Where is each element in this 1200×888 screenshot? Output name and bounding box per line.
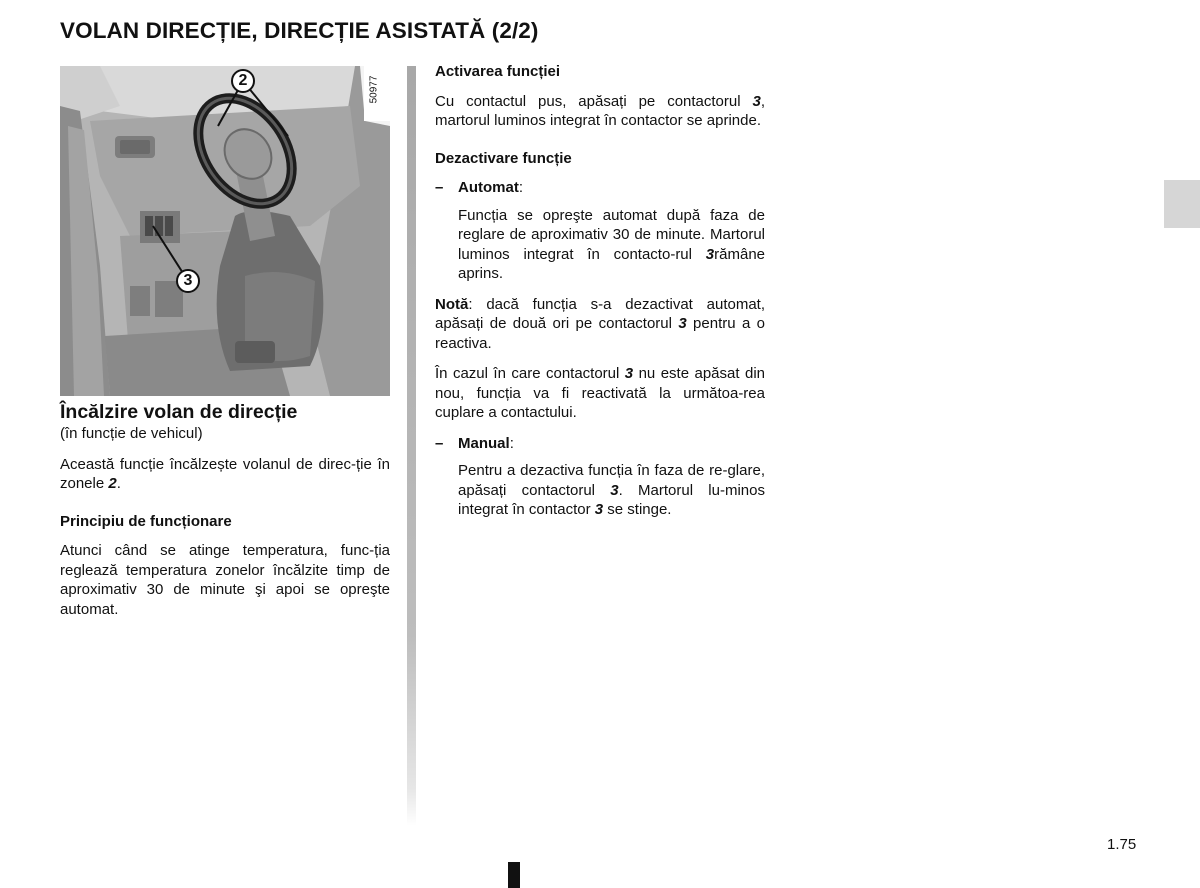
page-number: 1.75 (1107, 836, 1137, 853)
note-label: Notă (435, 295, 469, 313)
switch-ref: 3 (610, 481, 619, 499)
intro-paragraph: Această funcție încălzește volanul de direc-ție în zonele 2. (60, 455, 390, 492)
steering-wheel-illustration (60, 66, 390, 396)
crop-mark (508, 862, 520, 888)
automat-paragraph: Funcția se opreşte automat după faza de reglare de aproximativ 30 de minute. Martorul luminos integrat în contacto-rul 3rămâne aprins. (458, 206, 765, 282)
switch-ref: 3 (705, 245, 715, 263)
right-column (435, 62, 765, 531)
note-paragraph: Notă: dacă funcția s-a dezactivat automat, apăsați de două ori pe contactorul 3 pentru a o reactiva. (435, 295, 766, 352)
principle-paragraph: Atunci când se atinge temperatura, func-ția reglează temperatura zonelor încălzite timp de aproximativ 30 de minute şi apoi se opreşte automat. (60, 542, 390, 618)
left-column (60, 400, 390, 630)
activation-paragraph: Cu contactul pus, apăsați pe contactorul 3, martorul luminos integrat în contactor se aprinde. (435, 92, 765, 129)
switch-ref: 3 (678, 315, 687, 332)
callout-2-label: 2 (238, 72, 248, 89)
switch-ref: 3 (624, 365, 634, 382)
zone-ref: 2 (108, 475, 117, 492)
manual-label: Manual (458, 434, 510, 452)
manual-item: – Manual: (435, 434, 514, 452)
callout-3-label: 3 (183, 272, 193, 289)
principle-heading: Principiu de funcționare (60, 512, 232, 530)
automat-label: Automat (458, 179, 519, 196)
page-title: VOLAN DIRECȚIE, DIRECȚIE ASISTATĂ (2/2) (60, 18, 539, 43)
manual-paragraph: Pentru a dezactiva funcția în faza de re-glare, apăsați contactorul 3. Martorul lu-minos integrat în contactor 3 se stinge. (458, 462, 765, 518)
chapter-tab (1164, 180, 1200, 228)
switch-ref: 3 (594, 501, 604, 518)
deactivation-heading: Dezactivare funcție (435, 149, 572, 167)
dash: – (435, 179, 444, 196)
activation-heading: Activarea funcției (435, 63, 561, 80)
dash: – (435, 434, 444, 452)
case-paragraph: În cazul în care contactorul 3 nu este apăsat din nou, funcția va fi reactivată la următoa-rea cuplare a contactului. (435, 365, 765, 421)
section-subtitle: (în funcție de vehicul) (60, 425, 203, 442)
section-heading: Încălzire volan de direcție (60, 401, 298, 423)
figure-code: 50977 (368, 75, 380, 104)
switch-ref: 3 (752, 92, 761, 110)
column-divider (407, 66, 416, 826)
automat-item: – Automat: (435, 179, 523, 196)
